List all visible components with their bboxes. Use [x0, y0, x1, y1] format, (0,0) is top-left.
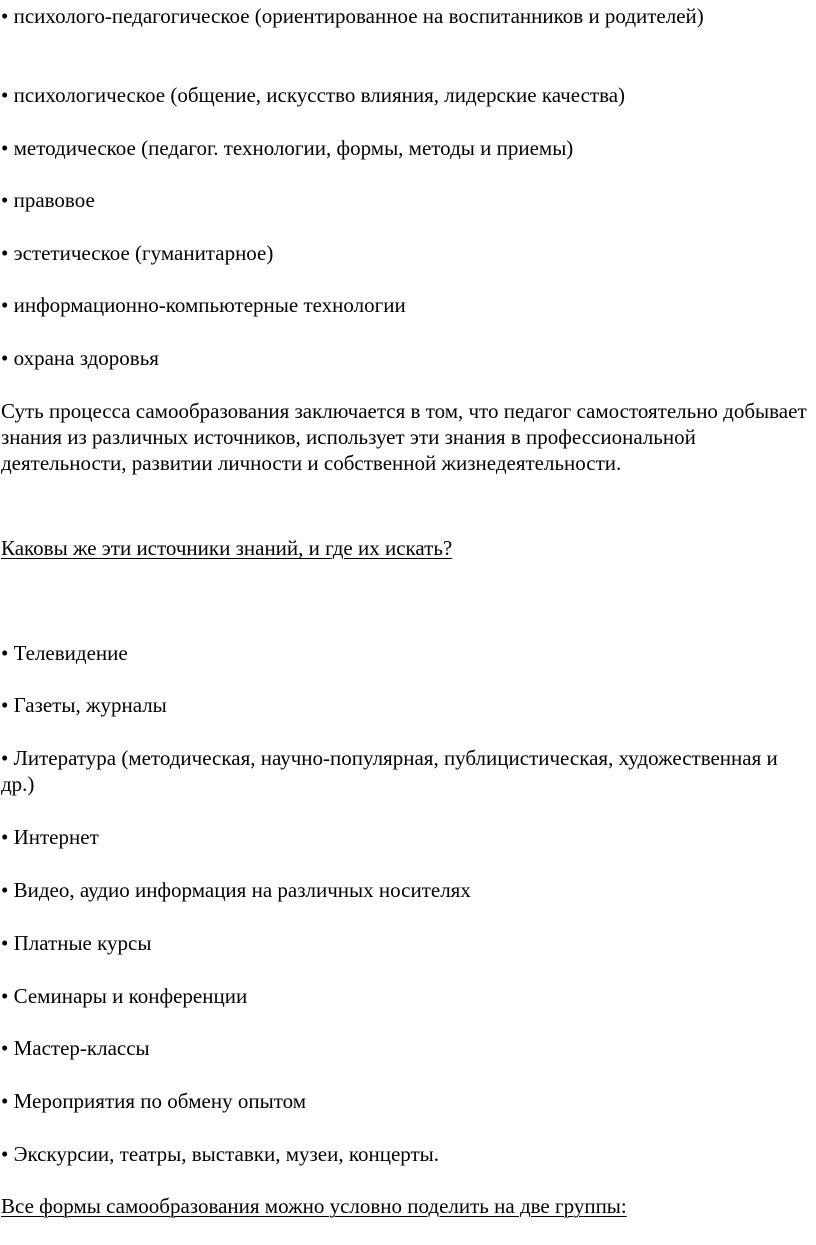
paragraph-self-education: Суть процесса самообразования заключается в том, что педагог самостоятельно добывает знания из различных источников, использует эти знания в профессиональной деятельности, развитии личности и собственной жизнедеятельности. [1, 399, 807, 475]
list-item-ict: • информационно-компьютерные технологии [1, 293, 406, 317]
source-item-masterclasses: • Мастер-классы [1, 1036, 150, 1060]
source-item-media: • Видео, аудио информация на различных носителях [1, 878, 471, 902]
list-item-psycho-pedagogical: • психолого-педагогическое (ориентированное на воспитанников и родителей) [1, 4, 704, 28]
question-heading [1, 535, 813, 561]
source-item-literature: • Литература (методическая, научно-популярная, публицистическая, художественная и др.) [1, 746, 778, 796]
source-item-seminars: • Семинары и конференции [1, 984, 248, 1008]
source-item-press: • Газеты, журналы [1, 693, 167, 717]
closing-heading [1, 1193, 813, 1219]
question-text: Каковы же эти источники знаний, и где их искать? [1, 536, 453, 560]
list-item-psychological: • психологическое (общение, искусство влияния, лидерские качества) [1, 83, 626, 107]
list-item-methodical: • методическое (педагог. технологии, формы, методы и приемы) [1, 136, 574, 160]
source-item-excursions: • Экскурсии, театры, выставки, музеи, концерты. [1, 1142, 440, 1166]
source-item-tv: • Телевидение [1, 641, 128, 665]
list-item-health: • охрана здоровья [1, 346, 159, 370]
source-item-courses: • Платные курсы [1, 931, 152, 955]
list-item-aesthetic: • эстетическое (гуманитарное) [1, 241, 274, 265]
list-item-legal: • правовое [1, 188, 95, 212]
source-item-exchange: • Мероприятия по обмену опытом [1, 1089, 306, 1113]
closing-text: Все формы самообразования можно условно поделить на две группы: [1, 1194, 627, 1218]
source-item-internet: • Интернет [1, 825, 99, 849]
